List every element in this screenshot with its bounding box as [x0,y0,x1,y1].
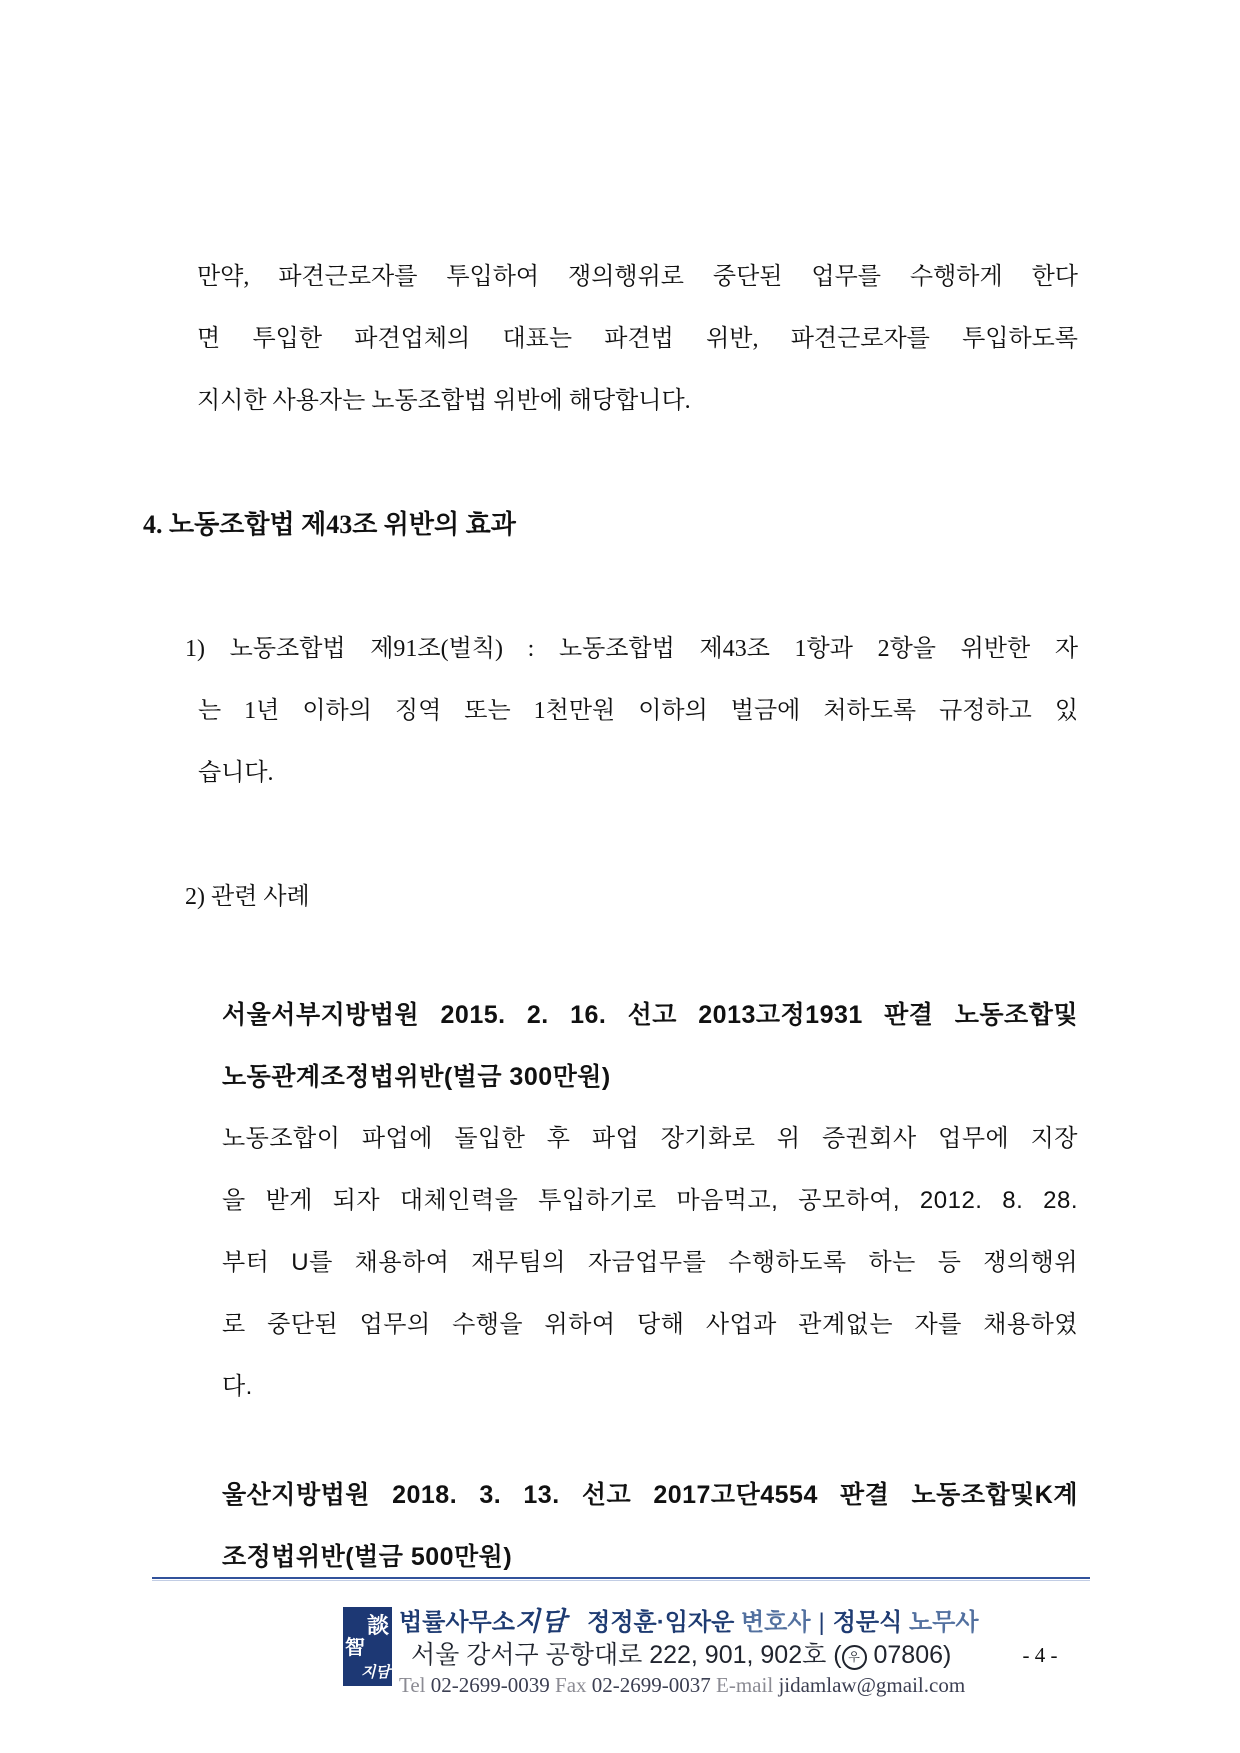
footer-firm-line [399,1605,979,1639]
item2-heading: 2) 관련 사례 [185,884,310,910]
item1-line-3: 습니다. [198,760,274,786]
page-number: - 4 - [1022,1643,1058,1667]
address-text: 서울 강서구 공항대로 222, 901, 902호 ( [411,1641,842,1669]
intro-line-2: 면 투입한 파견업체의 대표는 파견법 위반, 파견근로자를 투입하도록 [197,326,1078,352]
case1-body-line-4: 로 중단된 업무의 수행을 위하여 당해 사업과 관계없는 자를 채용하였 [222,1311,1078,1338]
footer-divider [152,1577,1090,1581]
fax-number: 02-2699-0037 [591,1673,711,1697]
labor-attorney-title: 노무사 [908,1609,979,1636]
case1-body-line-1: 노동조합이 파업에 돌입한 후 파업 장기화로 위 증권회사 업무에 지장 [222,1125,1078,1152]
firm-logo [343,1607,392,1686]
logo-char-ji: 智 [345,1637,365,1659]
email-label: E-mail [716,1673,774,1697]
case1-title-line-1: 서울서부지방법원 2015. 2. 16. 선고 2013고정1931 판결 노동조합및 [222,1001,1078,1029]
footer-address-line [399,1639,979,1672]
case1-body-line-3: 부터 U를 채용하여 재무팀의 자금업무를 수행하도록 하는 등 쟁의행위 [222,1249,1078,1276]
email-address: jidamlaw@gmail.com [778,1673,966,1697]
case2-title-line-1: 울산지방법원 2018. 3. 13. 선고 2017고단4554 판결 노동조합및K계 [222,1481,1078,1509]
firm-name: 지담 [514,1606,568,1636]
case1-body-line-5: 다. [222,1373,253,1400]
logo-char-dam: 談 [366,1613,389,1638]
postal-mark-icon: 우 [842,1645,867,1670]
tel-label: Tel [399,1673,426,1697]
fax-label: Fax [555,1673,587,1697]
case1-title-line-2: 노동관계조정법위반(벌금 300만원) [222,1063,611,1091]
case1-body-line-2: 을 받게 되자 대체인력을 투입하기로 마음먹고, 공모하여, 2012. 8. 28. [222,1187,1078,1214]
intro-line-1: 만약, 파견근로자를 투입하여 쟁의행위로 중단된 업무를 수행하게 한다 [197,264,1078,290]
section-heading: 4. 노동조합법 제43조 위반의 효과 [143,510,516,539]
firm-prefix: 법률사무소 [399,1609,515,1636]
footer-info [399,1605,979,1699]
lawyer-names: 정정훈·임자운 [587,1609,735,1636]
lawyer-title: 변호사 [740,1609,811,1636]
footer-contact-line [399,1672,979,1699]
item1-line-1: 1) 노동조합법 제91조(벌칙) : 노동조합법 제43조 1항과 2항을 위반한 자 [185,636,1078,662]
case2-title-line-2: 조정법위반(벌금 500만원) [222,1543,513,1571]
logo-char-jidam: 지담 [361,1664,390,1681]
intro-line-3: 지시한 사용자는 노동조합법 위반에 해당합니다. [197,388,691,414]
footer-divider-bar: | [818,1609,825,1636]
labor-attorney-name: 정문식 [832,1609,903,1636]
item1-line-2: 는 1년 이하의 징역 또는 1천만원 이하의 벌금에 처하도록 규정하고 있 [198,698,1078,724]
postal-code: 07806) [866,1641,952,1669]
tel-number: 02-2699-0039 [430,1673,550,1697]
